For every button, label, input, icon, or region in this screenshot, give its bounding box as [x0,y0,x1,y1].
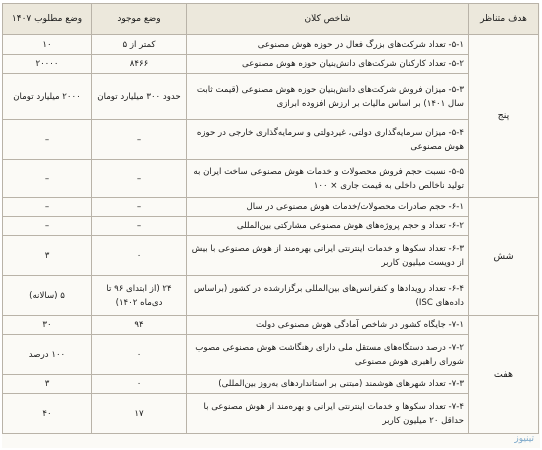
table-row [3,55,539,74]
indicator-cell: ۷-۴- تعداد سکوها و خدمات اینترنتی ایرانی و بهره‌مند از هوش مصنوعی با حداقل ۲۰ میلیون کاربر [187,394,469,434]
current-cell: ۰ [92,375,187,394]
target-cell: – [3,120,92,160]
table-row [3,236,539,276]
target-cell: ۱۰ [3,35,92,55]
table-row [3,74,539,120]
indicators-table [2,3,539,434]
target-cell: ۲۰۰۰۰ [3,55,92,74]
current-cell: – [92,160,187,198]
indicator-cell: ۵-۴- میزان سرمایه‌گذاری دولتی، غیردولتی و سرمایه‌گذاری خارجی در حوزه هوش مصنوعی [187,120,469,160]
indicator-cell: ۵-۱- تعداد شرکت‌های بزرگ فعال در حوزه هوش مصنوعی [187,35,469,55]
indicator-cell: ۵-۳- میزان فروش شرکت‌های دانش‌بنیان حوزه هوش مصنوعی (قیمت ثابت سال ۱۴۰۱) بر اساس مالیات بر ارزش افزوده ابرازی [187,74,469,120]
table-row [3,198,539,217]
indicator-cell: ۵-۵- نسبت حجم فروش محصولات و خدمات هوش مصنوعی ساخت ایران به تولید ناخالص داخلی به قیمت جاری × ۱۰۰ [187,160,469,198]
target-cell: ۴۰ [3,394,92,434]
current-cell: – [92,198,187,217]
target-cell: ۲۰۰۰ میلیارد تومان [3,74,92,120]
indicator-cell: ۵-۲- تعداد کارکنان شرکت‌های دانش‌بنیان حوزه هوش مصنوعی [187,55,469,74]
indicator-cell: ۷-۲- درصد دستگاه‌های مستقل ملی دارای رهنگاشت هوش مصنوعی مصوب شورای راهبری هوش مصنوعی [187,335,469,375]
current-cell: ۸۴۶۶ [92,55,187,74]
header-indicator: شاخص کلان [187,4,469,35]
table-row [3,394,539,434]
watermark-logo: تینیوز [514,434,534,444]
indicator-cell: ۶-۴- تعداد رویدادها و کنفرانس‌های بین‌المللی برگزارشده در کشور (براساس داده‌های ISC) [187,276,469,316]
current-cell: ۹۴ [92,316,187,335]
document-sheet [2,3,540,448]
table-row [3,217,539,236]
table-row [3,35,539,55]
current-cell: – [92,120,187,160]
header-row [3,4,539,35]
header-current: وضع موجود [92,4,187,35]
current-cell: ۰ [92,236,187,276]
current-cell: ۱۷ [92,394,187,434]
target-cell: – [3,217,92,236]
table-row [3,375,539,394]
indicator-cell: ۶-۲- تعداد و حجم پروژه‌های هوش مصنوعی مشارکتی بین‌المللی [187,217,469,236]
goal-cell: هفت [469,316,539,434]
target-cell: ۳ [3,236,92,276]
header-goal: هدف متناظر [469,4,539,35]
table-row [3,120,539,160]
target-cell: ۳۰ [3,316,92,335]
current-cell: ۰ [92,335,187,375]
target-cell: ۳ [3,375,92,394]
target-cell: – [3,198,92,217]
table-row [3,316,539,335]
current-cell: حدود ۳۰۰ میلیارد تومان [92,74,187,120]
header-target: وضع مطلوب ۱۴۰۷ [3,4,92,35]
goal-cell: پنج [469,35,539,198]
target-cell: ۵ (سالانه) [3,276,92,316]
indicator-cell: ۷-۳- تعداد شهرهای هوشمند (مبتنی بر استانداردهای به‌روز بین‌المللی) [187,375,469,394]
table-row [3,335,539,375]
target-cell: ۱۰۰ درصد [3,335,92,375]
current-cell: ۲۴ (از ابتدای ۹۶ تا دی‌ماه ۱۴۰۲) [92,276,187,316]
indicator-cell: ۶-۳- تعداد سکوها و خدمات اینترنتی ایرانی بهره‌مند از هوش مصنوعی با بیش از دویست میلیون کاربر [187,236,469,276]
goal-cell: شش [469,198,539,316]
current-cell: کمتر از ۵ [92,35,187,55]
indicator-cell: ۶-۱- حجم صادرات محصولات/خدمات هوش مصنوعی در سال [187,198,469,217]
current-cell: – [92,217,187,236]
table-row [3,276,539,316]
table-row [3,160,539,198]
target-cell: – [3,160,92,198]
indicator-cell: ۷-۱- جایگاه کشور در شاخص آمادگی هوش مصنوعی دولت [187,316,469,335]
